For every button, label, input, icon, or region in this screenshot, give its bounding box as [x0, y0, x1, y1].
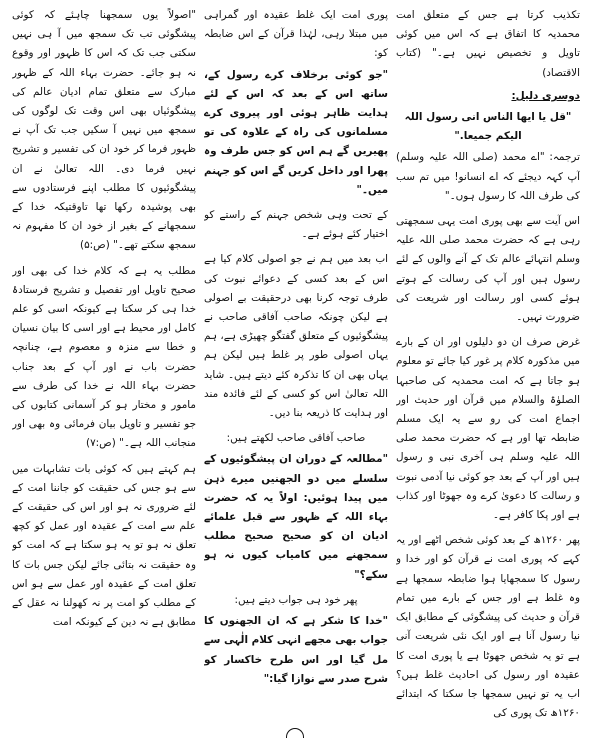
paragraph: پھر ۱۲۶۰ھ کے بعد کوئی شخص اٹھے اور یہ کہے کہ پوری امت نے قرآن کو اور خدا و رسول کا سمجھایا ہوا ضابطہ سمجھا ہے وہ غلط ہے اور جس کے بارے میں تمام قرآن و حدیث کی پیشگوئی کے مطابق ایک نیا رسول آنا ہے اور ایک نئی شریعت آنی ہے تو یہ شخص جھوٹا ہے یا پوری امت کا عقیدہ اور رسول کی احادیث غلط ہیں؟ اب یہ تو نہیں سمجھا جا سکتا کہ ابتدائے ۱۲۶۰ھ تک پوری کی — [396, 534, 580, 720]
arabic-verse: "قل یا ایھا الناس انی رسول اللہ الیکم جمیعا." — [404, 111, 572, 143]
paragraph: مطلب یہ ہے کہ کلام خدا کی بھی اور صحیح تاویل اور تفصیل و تشریح فرستادۂ خدا ہی کر سکتا ہے کیونکہ اسی کو علم کامل اور محیط ہے اور اسی کا بیان نسیان و خطا سے منزہ و معصوم ہے، چنانچہ حضرت باب نے اور آپ کے بعد جناب حضرت بہاء اللہ نے خدا کی طرف سے مامور و مختار ہو کر آسمانی کتابوں کی جو تفسیر و تاویل بیان فرمائی وہ بھی اور منجانب اللہ ہے۔" (ص:۷) — [12, 264, 196, 450]
quotation: "جو کوئی برخلاف کرے رسول کے، ساتھ اس کے بعد کہ اس کے لئے ہدایت ظاہر ہوئی اور پیروی کرے مسلمانوں کی راہ کے علاوہ کی تو پھیریں گے ہم اس کو جس طرف وہ پھرا اور داخل کریں گے اس کو جہنم میں۔" — [204, 68, 388, 196]
paragraph: پھر خود ہی جواب دیتے ہیں: — [234, 593, 358, 606]
quotation: "خدا کا شکر ہے کہ ان الجھنوں کا جواب بھی مجھے انہی کلام الٰہی سے مل گیا اور اس طرح خاکسار کو شرح صدر سے نوازا گیا:" — [204, 615, 388, 685]
paragraph: کے تحت وہی شخص جہنم کے راستے کو اختیار کئے ہوئے ہے۔ — [204, 209, 388, 241]
translation: ترجمہ: "اے محمد (صلی اللہ علیہ وسلم) آپ کہہ دیجئے کہ اے انسانو! میں تم سب کی طرف اللہ کا رسول ہوں۔" — [396, 151, 580, 202]
paragraph: تکذیب کرتا ہے جس کے متعلق امت محمدیہ کا اتفاق ہے کہ اس میں کوئی تاویل و تخصیص نہیں ہے۔" (کتاب الاقتصاد) — [396, 9, 580, 79]
paragraph: غرض صرف ان دو دلیلوں اور ان کے بارے میں مذکورہ کلام پر غور کیا جائے تو معلوم ہو جاتا ہے کہ امت محمدیہ کی صاحبہا الصلوٰۃ والسلام میں قرآن اور حدیث اور اجماع امت کی رو سے یہ ایک مسلم ضابطہ تھا اور ہے کہ حضرت محمد صلی اللہ علیہ وسلم ہی آخری نبی و رسول ہیں اور آپ کے بعد جو کوئی نیا آدمی نبوت و رسالت کا دعویٰ کرے وہ جھوٹا اور کذاب ہے اور پکا کافر ہے۔ — [396, 336, 580, 522]
paragraph: اس آیت سے بھی پوری امت یہی سمجھتی رہی ہے کہ حضرت محمد صلی اللہ علیہ وسلم انتہائے عالم تک کے آنے والوں کے لئے رسول ہیں اور آپ کی رسالت کے ہوتے ہوئے کسی اور رسالت اور شریعت کی ضرورت نہیں۔ — [396, 215, 580, 324]
paragraph: اب بعد میں ہم نے جو اصولی کلام کیا ہے اس کے بعد کسی کے دعوائے نبوت کی طرف توجہ کرنا بھی درحقیقت بے اصولی ہے لیکن چونکہ صاحب آفاقی صاحب نے پیشگوئیوں کے متعلق گفتگو چھیڑی ہے، ہم یہاں اصولی طور پر غلط ہیں لیکن ہم یہاں بھی ان کا تذکرہ کئے دیتے ہیں۔ شاید اللہ تعالیٰ اس کو کسی کے لئے فائدہ مند اور ہدایت کا ذریعہ بنا دیں۔ — [204, 253, 388, 420]
page-number-mark — [286, 728, 304, 738]
left-column — [12, 6, 196, 726]
paragraph: پوری امت ایک غلط عقیدہ اور گمراہی میں مبتلا رہی، لہٰذا قرآن کے اس ضابطہ کو: — [204, 9, 388, 60]
quotation: "مطالعہ کے دوران ان پیشگوئیوں کے سلسلے میں دو الجھنیں میرے ذہن میں پیدا ہوئیں: اولاً یہ کہ حضرت بہاء اللہ کے ظہور سے قبل علمائے ادیان ان کو صحیح صحیح مطلب سمجھنے میں کامیاب کیوں نہ ہو سکے؟" — [204, 453, 388, 581]
text-columns — [10, 6, 580, 726]
section-heading: دوسری دلیل: — [511, 89, 580, 102]
middle-column — [204, 6, 388, 726]
quotation: "اصولاً یوں سمجھنا چاہئے کہ کوئی پیشگوئی تب تک سمجھ میں آ ہی نہیں سکتی جب تک کہ اس کا ظہور اور وقوع نہ ہو جائے۔ حضرت بہاء اللہ کے ظہور مبارک سے متعلق تمام ادیان عالم کی پیشگوئیاں بھی اس وقت تک لوگوں کی سمجھ میں نہیں آ سکیں جب تک آپ نے ظہور فرما کر خود ان کی تفسیر و تشریح نہیں فرما دی۔ اللہ تعالیٰ نے ان پیشگوئیوں کا مطلب اپنے فرستادوں سے بھی پوشیدہ رکھا تھا تاوقتیکہ خدا کے سمجھانے کے بغیر از خود ان کا مفہوم نہ سمجھ سکتے تھے۔" (ص:۵) — [12, 9, 196, 252]
right-column — [396, 6, 580, 726]
paragraph: ہم کہتے ہیں کہ کوئی بات تشابہات میں سے ہو جس کی حقیقت کو جاننا امت کے لئے ضروری نہ ہو اور اس کی حقیقت کے علم سے امت کے عقیدہ اور عمل کو کچھ تعلق نہ ہو تو یہ ہو سکتا ہے کہ امت کو وہ حقیقت نہ بتائی جائے لیکن جس بات کا تعلق امت کے عقیدہ اور عمل سے ہو اس کے مطلب کو امت پر نہ کھولنا نہ عقل کے مطابق ہے نہ دین کے کیونکہ امت — [12, 462, 196, 629]
paragraph: صاحب آفاقی صاحب لکھتے ہیں: — [226, 432, 366, 445]
